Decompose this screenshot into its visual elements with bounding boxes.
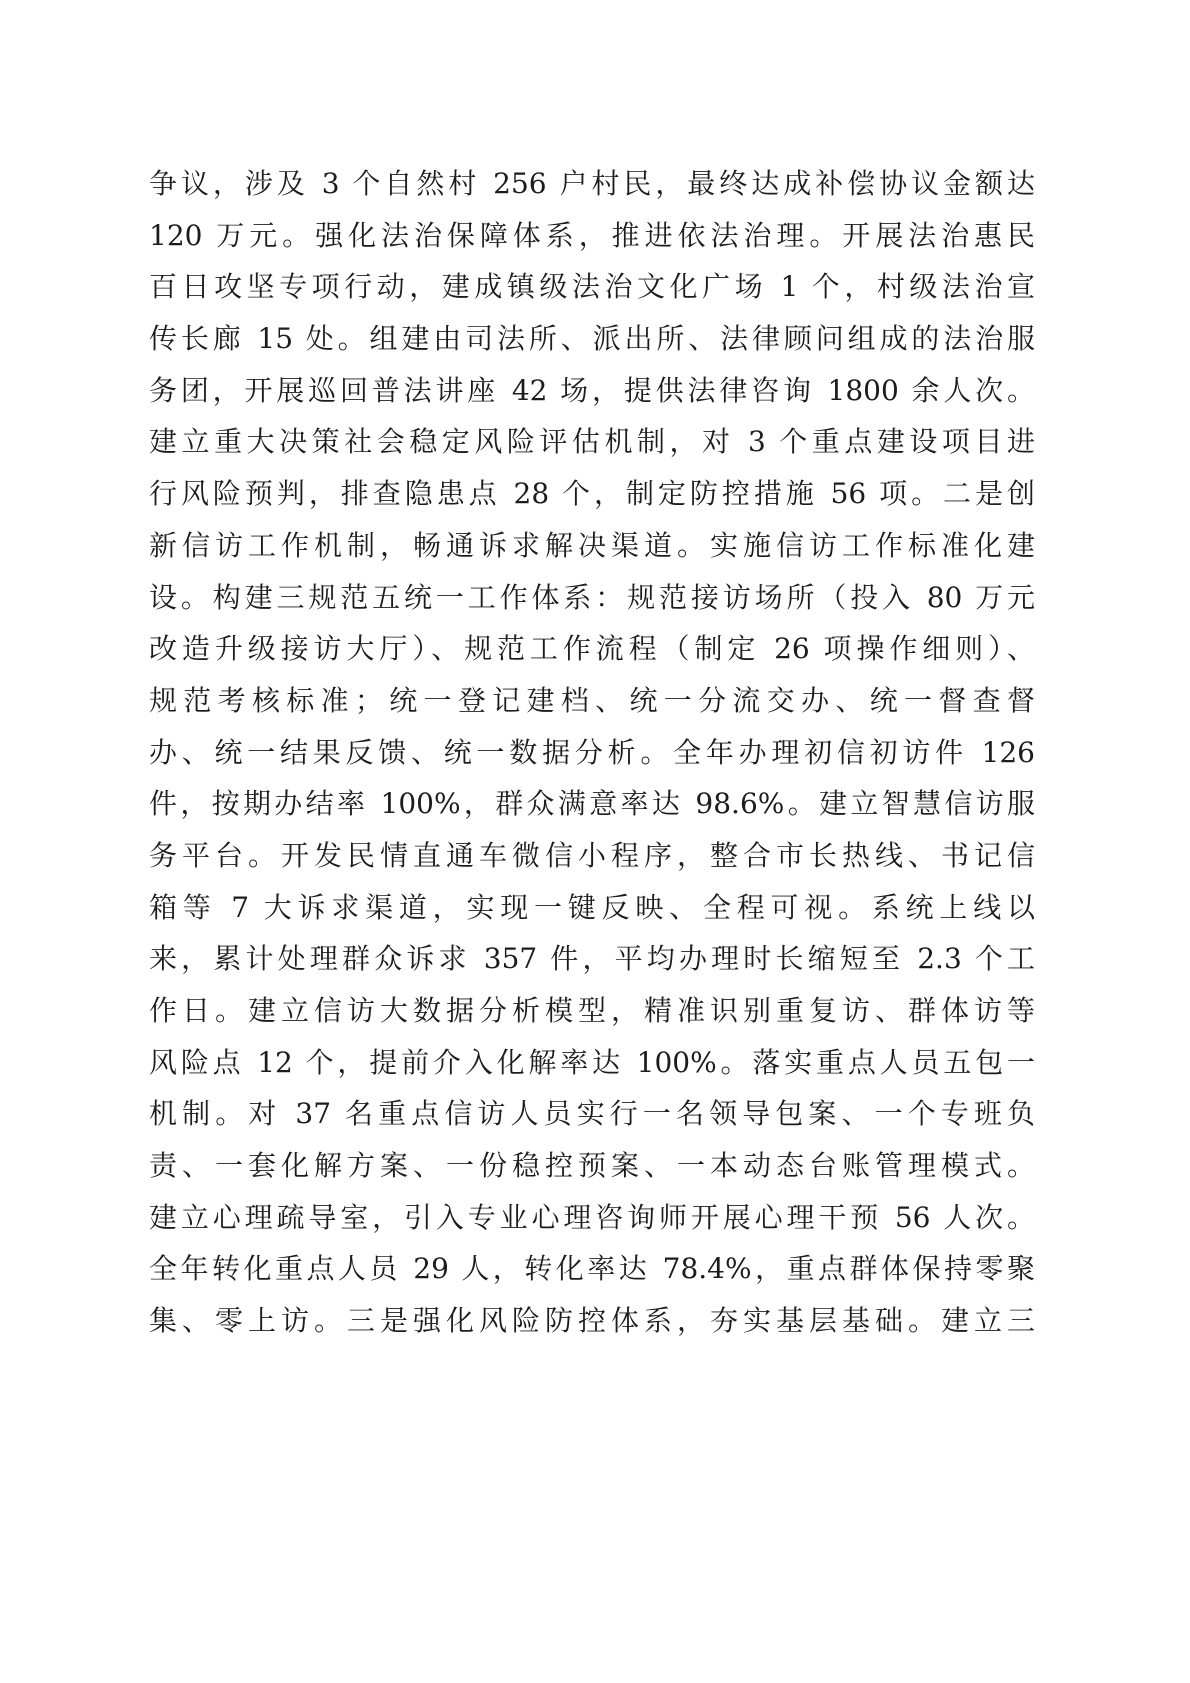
text-line: 改造升级接访大厅）、规范工作流程（制定 26 项操作细则）、 bbox=[149, 632, 1035, 666]
text-line: 新信访工作机制，畅通诉求解决渠道。实施信访工作标准化建 bbox=[149, 528, 1035, 562]
text-line: 件，按期办结率 100%，群众满意率达 98.6%。建立智慧信访服 bbox=[149, 787, 1035, 821]
text-line: 机制。对 37 名重点信访人员实行一名领导包案、一个专班负 bbox=[149, 1097, 1035, 1131]
text-line: 设。构建三规范五统一工作体系：规范接访场所（投入 80 万元 bbox=[149, 580, 1035, 614]
text-line: 来，累计处理群众诉求 357 件，平均办理时长缩短至 2.3 个工 bbox=[149, 942, 1035, 976]
text-line: 全年转化重点人员 29 人，转化率达 78.4%，重点群体保持零聚 bbox=[149, 1252, 1035, 1286]
text-line: 120 万元。强化法治保障体系，推进依法治理。开展法治惠民 bbox=[149, 218, 1035, 252]
body-paragraph bbox=[149, 158, 1035, 1347]
text-line: 办、统一结果反馈、统一数据分析。全年办理初信初访件 126 bbox=[149, 735, 1035, 769]
text-line: 集、零上访。三是强化风险防控体系，夯实基层基础。建立三 bbox=[149, 1304, 1035, 1338]
text-line: 传长廊 15 处。组建由司法所、派出所、法律顾问组成的法治服 bbox=[149, 322, 1035, 356]
text-line: 规范考核标准；统一登记建档、统一分流交办、统一督查督 bbox=[149, 683, 1035, 717]
text-line: 行风险预判，排查隐患点 28 个，制定防控措施 56 项。二是创 bbox=[149, 477, 1035, 511]
text-line: 建立重大决策社会稳定风险评估机制，对 3 个重点建设项目进 bbox=[149, 425, 1035, 459]
text-line: 争议，涉及 3 个自然村 256 户村民，最终达成补偿协议金额达 bbox=[149, 167, 1035, 200]
text-line: 责、一套化解方案、一份稳控预案、一本动态台账管理模式。 bbox=[149, 1149, 1035, 1183]
text-line: 建立心理疏导室，引入专业心理咨询师开展心理干预 56 人次。 bbox=[149, 1200, 1035, 1234]
text-line: 百日攻坚专项行动，建成镇级法治文化广场 1 个，村级法治宣 bbox=[149, 270, 1035, 304]
text-line: 箱等 7 大诉求渠道，实现一键反映、全程可视。系统上线以 bbox=[149, 890, 1035, 924]
text-line: 风险点 12 个，提前介入化解率达 100%。落实重点人员五包一 bbox=[149, 1045, 1035, 1079]
text-line: 务团，开展巡回普法讲座 42 场，提供法律咨询 1800 余人次。 bbox=[149, 373, 1035, 407]
text-line: 务平台。开发民情直通车微信小程序，整合市长热线、书记信 bbox=[149, 838, 1035, 872]
text-line: 作日。建立信访大数据分析模型，精准识别重复访、群体访等 bbox=[149, 994, 1035, 1027]
